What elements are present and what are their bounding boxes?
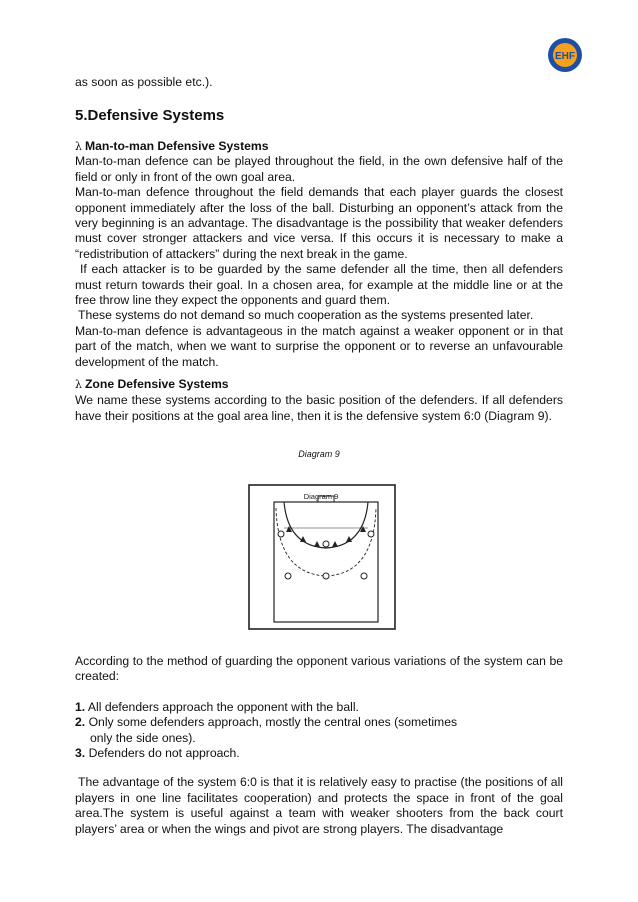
zone-section [75, 377, 563, 424]
variations-intro: According to the method of guarding the opponent various variations of the system can be created: [75, 654, 563, 684]
diagram-frame [249, 485, 395, 629]
bullet-lambda-icon: λ [75, 140, 82, 153]
continued-text: as soon as possible etc.). [75, 75, 213, 89]
attacker-icon [285, 573, 291, 579]
man-p4: These systems do not demand so much cooperation as the systems presented later. [78, 308, 534, 323]
list-item [75, 700, 563, 715]
variations-section [75, 654, 563, 837]
list-number: 3. [75, 746, 86, 761]
attacker-icon [323, 541, 329, 547]
man-to-man-section [75, 139, 563, 370]
diagram-caption: Diagram 9 [298, 449, 340, 459]
man-to-man-title-text: Man-to-man Defensive Systems [84, 139, 269, 153]
list-text: Defenders do not approach. [88, 746, 240, 761]
list-item [75, 746, 563, 761]
man-p3: If each attacker is to be guarded by the same defender all the time, then all defenders must return towards their goal. In a chosen area, for example at the middle line or at the free throw line they expect the opponents and guard them. [75, 262, 563, 308]
list-number: 1. [75, 699, 86, 714]
list-number: 2. [75, 715, 86, 730]
attacker-icon [323, 573, 329, 579]
man-p2: Man-to-man defence throughout the field demands that each player guards the closest opponent immediately after the loss of the ball. Disturbing an opponent’s attack from the very beginning is an advantage. The disadvantage is the possibility that weaker defenders must cover stronger attackers and vice versa. If this occurs it is necessary to make a “redistribution of attackers” during the next break in the game. [75, 185, 563, 261]
diagram-9-figure [248, 484, 396, 630]
bullet-lambda-icon: λ [75, 378, 82, 391]
man-p5: Man-to-man defence is advantageous in the match against a weaker opponent or in that part of the match, when we want to surprise the opponent or to reverse an unfavourable development of the match. [75, 323, 563, 369]
man-p1: Man-to-man defence can be played throughout the field, in the own defensive half of the field or only in front of the own goal area. [75, 154, 563, 184]
list-item [75, 715, 563, 746]
list-text-continued: only the side ones). [90, 730, 196, 745]
diagram-inner-label: Diagram 9 [303, 492, 339, 501]
attacker-icon [368, 531, 374, 537]
list-text: All defenders approach the opponent with the ball. [87, 699, 359, 714]
attacker-icon [278, 531, 284, 537]
zone-title [75, 377, 563, 392]
ehf-logo [547, 37, 583, 73]
man-to-man-title [75, 139, 563, 154]
final-paragraph: The advantage of the system 6:0 is that it is relatively easy to practise (the positions of all players in one line facilitates cooperation) and protects the space in front of the goal area.The system is useful against a team with weaker shooters from the back court players’ area or when the wings and pivot are strong players. The disadvantage [75, 775, 563, 836]
zone-title-text: Zone Defensive Systems [84, 377, 229, 391]
section-heading: 5.Defensive Systems [75, 107, 225, 124]
attacker-icon [361, 573, 367, 579]
logo-text: EHF [555, 51, 575, 62]
zone-p1: We name these systems according to the basic position of the defenders. If all defenders have their positions at the goal area line, then it is the defensive system 6:0 (Diagram 9). [75, 393, 563, 424]
list-text: Only some defenders approach, mostly the central ones (sometimes [88, 715, 458, 730]
